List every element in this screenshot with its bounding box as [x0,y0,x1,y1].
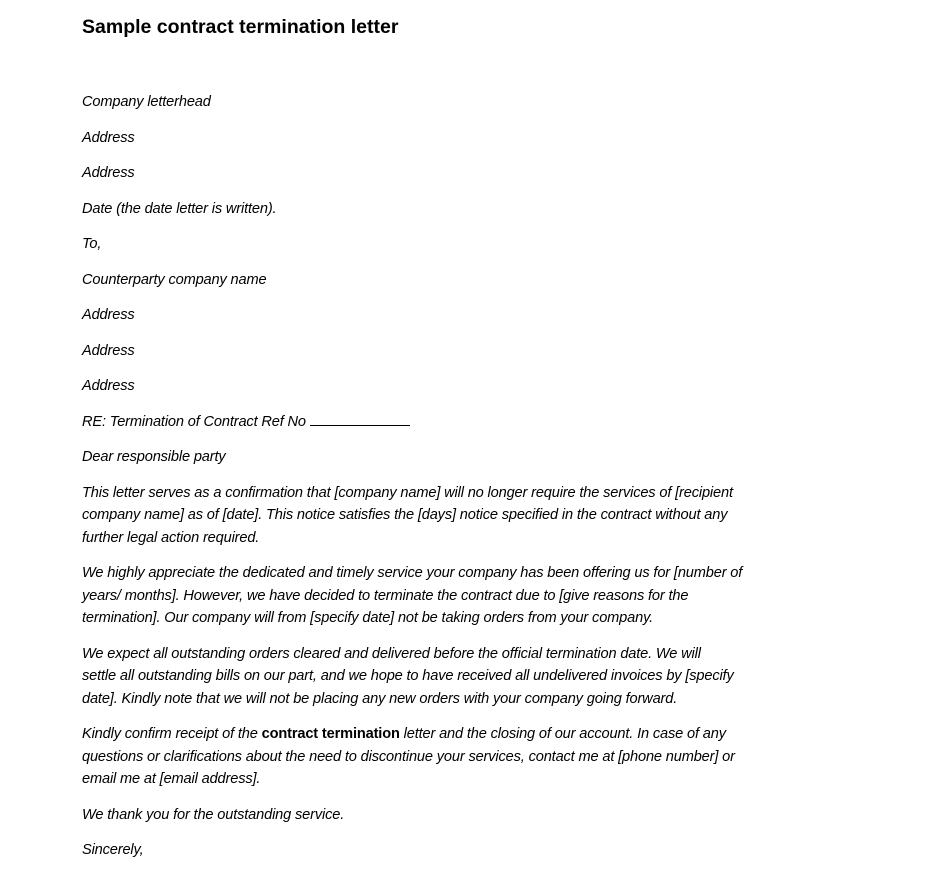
letter-body [82,91,882,875]
text-span: letter and the closing of our account. In case of any [399,726,726,742]
paragraph-confirmation [82,482,882,550]
paragraph-line [82,723,882,746]
recipient-address-line: Address [82,378,135,394]
salutation: Dear responsible party [82,449,226,465]
document-title: Sample contract termination letter [82,16,399,38]
re-line [82,411,882,434]
paragraph-line: termination]. Our company will from [specify date] not be taking orders from your company. [82,610,654,626]
paragraph-appreciation [82,562,882,630]
to-line: To, [82,236,102,252]
paragraph-line: We expect all outstanding orders cleared and delivered before the official termination date. We will [82,645,701,662]
recipient-address-line: Address [82,307,135,323]
paragraph-line: This letter serves as a confirmation that [company name] will no longer require the services of [recipient [82,484,733,501]
paragraph-line: questions or clarifications about the need to discontinue your services, contact me at [phone number] or [82,748,735,765]
paragraph-line: date]. Kindly note that we will not be placing any new orders with your company going forward. [82,690,678,707]
bold-term: contract termination [261,726,400,742]
ref-number-blank [310,412,410,426]
date-line: Date (the date letter is written). [82,200,277,217]
text-span: Kindly confirm receipt of the [82,726,262,742]
paragraph-line: email me at [email address]. [82,771,261,787]
paragraph-line: We highly appreciate the dedicated and timely service your company has been offering us for [number of [82,565,743,581]
letterhead-line: Company letterhead [82,94,211,110]
paragraph-line: company name] as of [date]. This notice satisfies the [days] notice specified in the contract without any [82,507,728,523]
paragraph-line: further legal action required. [82,529,260,546]
paragraph-orders [82,643,882,711]
re-line-text: RE: Termination of Contract Ref No [82,413,306,430]
thanks-line: We thank you for the outstanding service. [82,806,345,823]
closing-line: Sincerely, [82,842,144,858]
sender-address-line: Address [82,165,135,181]
recipient-company-line: Counterparty company name [82,271,267,288]
recipient-address-line: Address [82,342,135,359]
paragraph-line: years/ months]. However, we have decided to terminate the contract due to [give reasons for the [82,587,689,604]
sender-address-line: Address [82,129,135,146]
paragraph-line: settle all outstanding bills on our part, and we hope to have received all undelivered invoices by [specify [82,668,734,684]
paragraph-confirm-receipt [82,723,882,791]
